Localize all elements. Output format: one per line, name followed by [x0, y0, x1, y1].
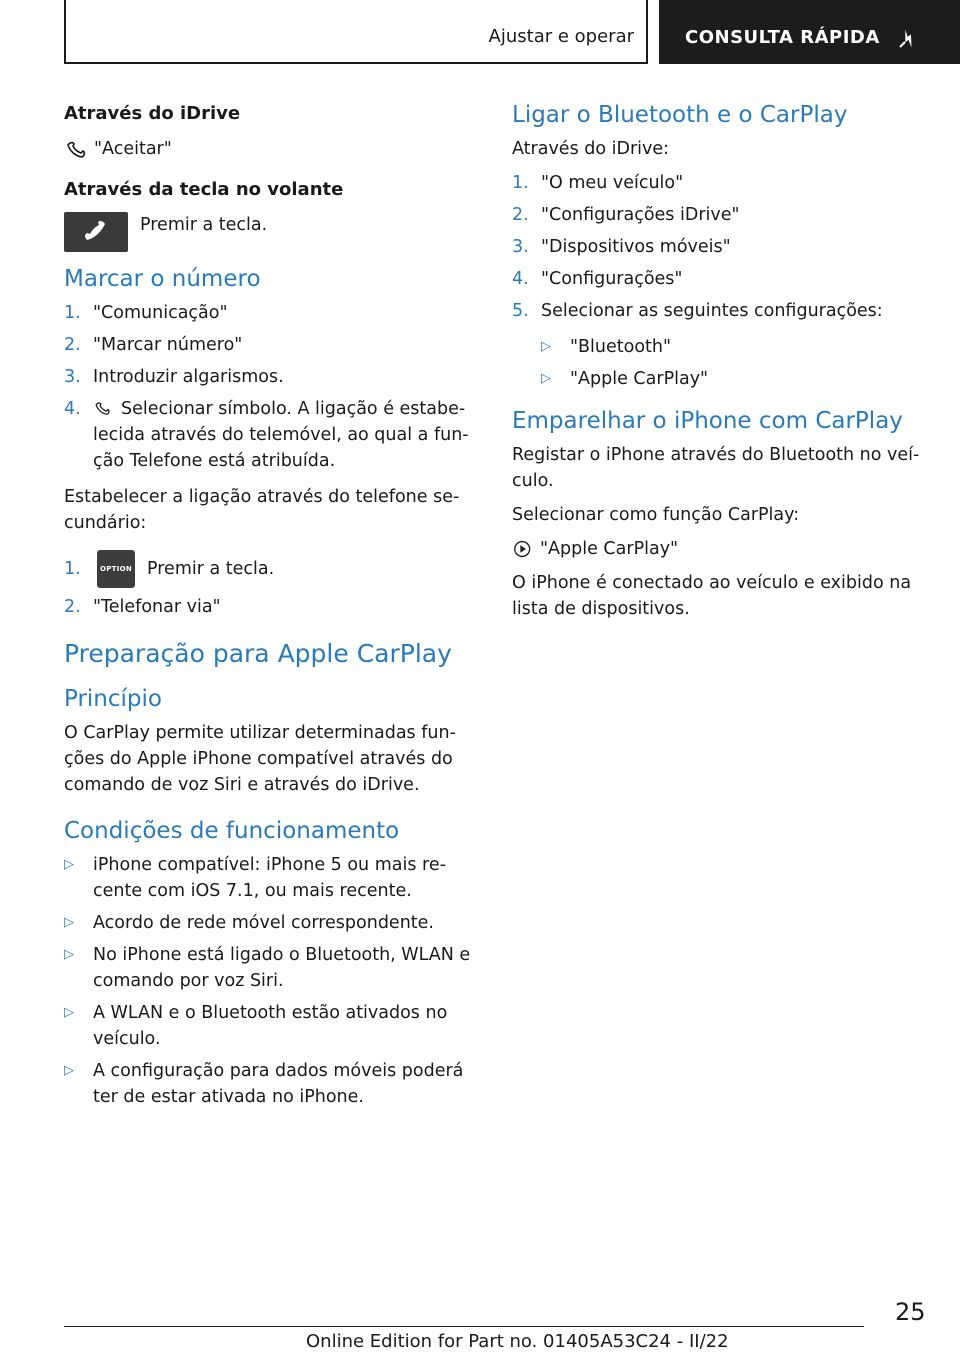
- right-column: [512, 100, 932, 630]
- secondary-intro: Estabelecer a ligação através do telefone se- cundário:: [64, 487, 460, 533]
- pair-option-label: "Apple CarPlay": [540, 539, 679, 559]
- list-item: 2. "Configurações iDrive": [512, 205, 740, 225]
- wheel-button-row: [64, 212, 482, 252]
- footer-divider: [64, 1326, 864, 1327]
- bluetooth-options-list: [541, 334, 932, 392]
- bluetooth-steps-list: [512, 170, 932, 324]
- conditions-list: [64, 852, 482, 1110]
- list-item: 3. Introduzir algarismos.: [64, 367, 284, 387]
- page-number: 25: [895, 1298, 926, 1326]
- list-item: 1. OPTION Premir a tecla.: [64, 550, 482, 588]
- dial-step-4-text: Selecionar símbolo. A ligação é estabe- lecida através do telemóvel, ao qual a fun- ção Telefone está atribuída.: [93, 399, 469, 471]
- option-button-icon: OPTION: [97, 550, 135, 588]
- wheel-subheading: Através da tecla no volante: [64, 179, 344, 200]
- list-item: 1. "O meu veículo": [512, 173, 684, 193]
- triangle-bullet-icon: ▷: [541, 371, 551, 386]
- list-item: 4. Selecionar símbolo. A ligação é estabe- lecida através do telemóvel, ao qual a fun- ção Telefone está atribuída.: [64, 399, 469, 471]
- steering-phone-button-icon: [64, 212, 128, 252]
- pair-option-row: [512, 536, 932, 562]
- triangle-bullet-icon: ▷: [64, 1005, 74, 1020]
- triangle-bullet-icon: ▷: [541, 339, 551, 354]
- list-item: ▷ No iPhone está ligado o Bluetooth, WLAN e comando por voz Siri.: [64, 942, 482, 994]
- list-item: 4. "Configurações": [512, 269, 683, 289]
- list-item: 1. "Comunicação": [64, 303, 228, 323]
- lightning-bolt-icon: [897, 28, 919, 50]
- list-item: 2. "Marcar número": [64, 335, 243, 355]
- left-column: [64, 100, 482, 1120]
- bluetooth-intro: Através do iDrive:: [512, 139, 670, 159]
- principle-text: O CarPlay permite utilizar determinadas fun- ções do Apple iPhone compatível através do comando de voz Siri e através do iDrive.: [64, 723, 456, 795]
- secondary-steps-list: [64, 550, 482, 620]
- accept-row: [64, 136, 482, 162]
- triangle-bullet-icon: ▷: [64, 857, 74, 872]
- triangle-bullet-icon: ▷: [64, 1063, 74, 1078]
- conditions-heading: Condições de funcionamento: [64, 818, 400, 844]
- phone-handset-icon: [81, 218, 111, 246]
- phone-handset-icon: [93, 399, 115, 417]
- list-item: ▷ Acordo de rede móvel correspondente.: [64, 910, 482, 936]
- pair-text-3: O iPhone é conectado ao veículo e exibido na lista de dispositivos.: [512, 573, 912, 619]
- list-item: 5. Selecionar as seguintes configurações:: [512, 301, 883, 321]
- triangle-bullet-icon: ▷: [64, 947, 74, 962]
- accept-label: "Aceitar": [94, 139, 172, 159]
- triangle-bullet-icon: ▷: [64, 915, 74, 930]
- list-item: ▷ A configuração para dados móveis poderá ter de estar ativada no iPhone.: [64, 1058, 482, 1110]
- chapter-tab: [659, 0, 960, 64]
- bluetooth-heading: Ligar o Bluetooth e o CarPlay: [512, 102, 848, 128]
- edition-note: Online Edition for Part no. 01405A53C24 - II/22: [306, 1331, 729, 1352]
- play-circle-icon: [512, 539, 538, 559]
- section-title: Ajustar e operar: [488, 26, 634, 47]
- phone-handset-icon: [64, 139, 92, 159]
- wheel-button-text: Premir a tecla.: [140, 215, 268, 235]
- list-item: ▷ iPhone compatível: iPhone 5 ou mais re- cente com iOS 7.1, ou mais recente.: [64, 852, 482, 904]
- principle-heading: Princípio: [64, 686, 162, 712]
- pair-heading: Emparelhar o iPhone com CarPlay: [512, 408, 903, 434]
- pair-text-1: Registar o iPhone através do Bluetooth no veí- culo.: [512, 445, 920, 491]
- carplay-heading: Preparação para Apple CarPlay: [64, 639, 452, 668]
- list-item: ▷ "Bluetooth": [541, 334, 932, 360]
- header-frame: [64, 0, 648, 64]
- dial-steps-list: [64, 300, 482, 474]
- list-item: ▷ "Apple CarPlay": [541, 366, 932, 392]
- pair-text-2: Selecionar como função CarPlay:: [512, 505, 800, 525]
- list-item: 2. "Telefonar via": [64, 597, 221, 617]
- list-item: ▷ A WLAN e o Bluetooth estão ativados no veículo.: [64, 1000, 482, 1052]
- idrive-subheading: Através do iDrive: [64, 103, 241, 124]
- list-item: 3. "Dispositivos móveis": [512, 237, 731, 257]
- dial-heading: Marcar o número: [64, 266, 261, 292]
- chapter-title: CONSULTA RÁPIDA: [685, 27, 880, 48]
